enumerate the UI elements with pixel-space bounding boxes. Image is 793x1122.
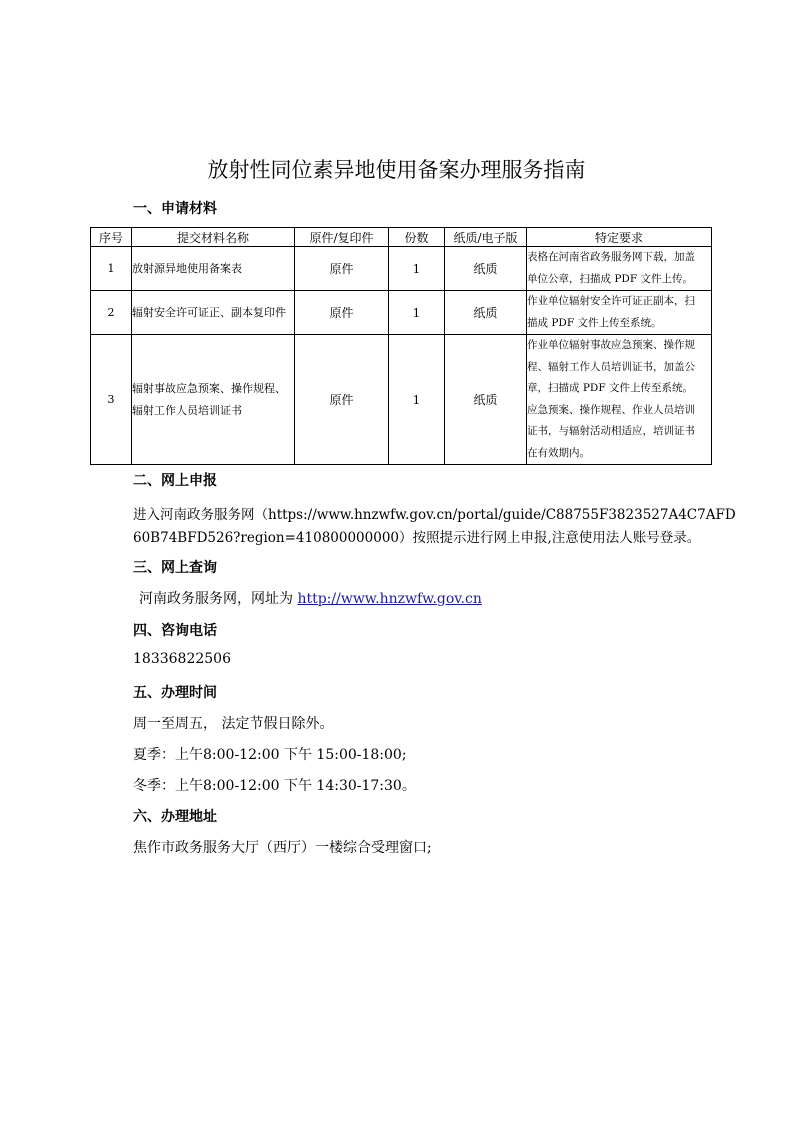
- online-apply-line-2: 60B74BFD526?region=410800000000）按照提示进行网上申报,注意使用法人账号登录。: [133, 530, 701, 546]
- table-row: [91, 247, 712, 291]
- header-cell: 份数: [389, 228, 445, 247]
- phone-number: 18336822506: [133, 651, 231, 667]
- material-count: 1: [389, 335, 445, 465]
- material-form: 纸质: [445, 247, 527, 291]
- header-cell: 提交材料名称: [132, 228, 295, 247]
- materials-table: [90, 227, 712, 465]
- table-row: [91, 291, 712, 335]
- online-apply-line-1: 进入河南政务服务网（https://www.hnzwfw.gov.cn/portal/guide/C88755F3823527A4C7AFD: [133, 507, 736, 523]
- material-type: 原件: [295, 247, 389, 291]
- header-cell: 特定要求: [527, 228, 712, 247]
- header-cell: 序号: [91, 228, 132, 247]
- office-address: 焦作市政务服务大厅（西厅）一楼综合受理窗口;: [133, 840, 432, 856]
- section-heading-phone: 四、咨询电话: [133, 623, 217, 639]
- section-heading-online-apply: 二、网上申报: [133, 473, 217, 489]
- header-cell: 纸质/电子版: [445, 228, 527, 247]
- page-title: 放射性同位素异地使用备案办理服务指南: [207, 158, 586, 182]
- hours-winter: 冬季：上午8:00-12:00 下午 14:30-17:30。: [133, 778, 416, 794]
- material-form: 纸质: [445, 335, 527, 465]
- online-query-prefix: 河南政务服务网，网址为: [139, 591, 298, 607]
- section-heading-hours: 五、办理时间: [133, 685, 217, 701]
- header-cell: 原件/复印件: [295, 228, 389, 247]
- section-heading-online-query: 三、网上查询: [133, 560, 217, 576]
- row-number: 1: [91, 247, 132, 291]
- material-requirement: 作业单位辐射事故应急预案、操作规 程、辐射工作人员培训证书，加盖公 章，扫描成 PDF 文件上传至系统。 应急预案、操作规程、作业人员培训 证书，与辐射活动相适应，培训证书 在有效期内。: [527, 335, 712, 465]
- material-requirement: 表格在河南省政务服务网下载，加盖 单位公章，扫描成 PDF 文件上传。: [527, 247, 712, 291]
- material-count: 1: [389, 291, 445, 335]
- row-number: 2: [91, 291, 132, 335]
- material-form: 纸质: [445, 291, 527, 335]
- material-requirement: 作业单位辐射安全许可证正副本，扫 描成 PDF 文件上传至系统。: [527, 291, 712, 335]
- material-name: 辐射事故应急预案、操作规程、 辐射工作人员培训证书: [132, 335, 295, 465]
- section-heading-address: 六、办理地址: [133, 809, 217, 825]
- table-row: [91, 335, 712, 465]
- hours-summer: 夏季：上午8:00-12:00 下午 15:00-18:00;: [133, 747, 407, 763]
- portal-link[interactable]: http://www.hnzwfw.gov.cn: [297, 591, 482, 607]
- online-query-line: [139, 588, 482, 608]
- material-name: 放射源异地使用备案表: [132, 247, 295, 291]
- material-type: 原件: [295, 335, 389, 465]
- hours-line-1: 周一至周五， 法定节假日除外。: [133, 716, 334, 732]
- material-name: 辐射安全许可证正、副本复印件: [132, 291, 295, 335]
- section-heading-materials: 一、申请材料: [133, 201, 217, 217]
- row-number: 3: [91, 335, 132, 465]
- table-header-row: [91, 228, 712, 247]
- material-type: 原件: [295, 291, 389, 335]
- material-count: 1: [389, 247, 445, 291]
